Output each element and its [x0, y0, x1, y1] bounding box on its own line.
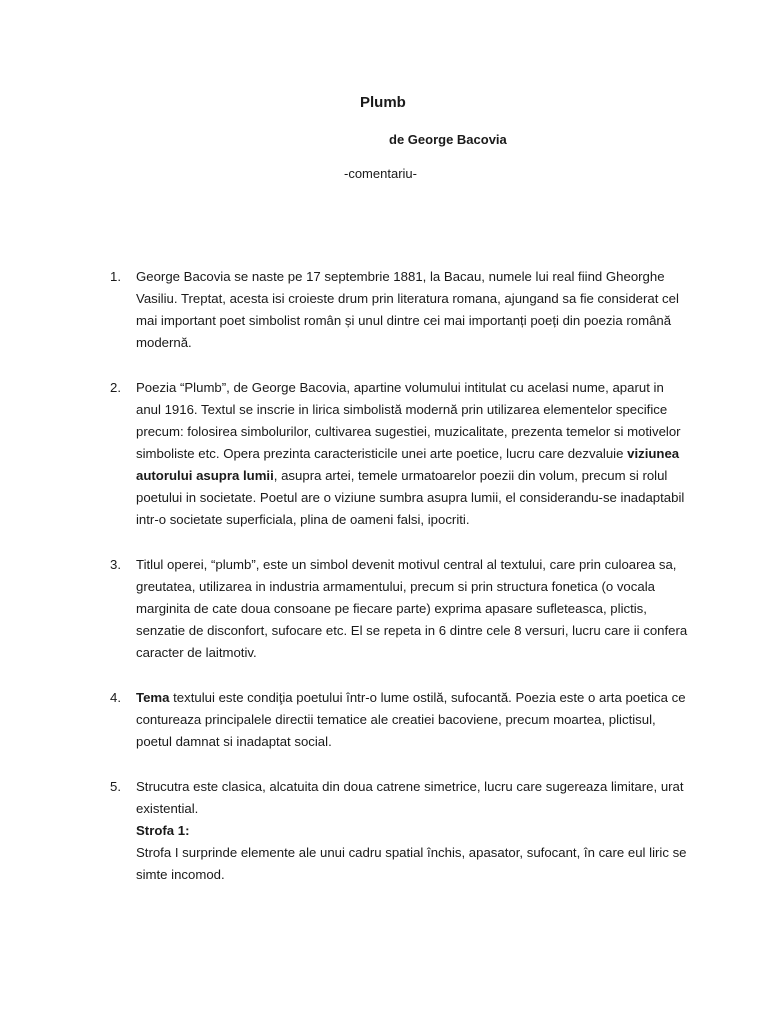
list-item [0, 554, 768, 664]
document-subtitle: -comentariu- [344, 166, 417, 181]
list-item-number: 3. [110, 557, 121, 572]
emphasis-text: Tema [136, 690, 170, 705]
paragraph-text: , asupra artei, temele urmatoarelor poezii din volum, precum si rolul poetului in societate. Poetul are o viziune sumbra asupra lumii, el considerandu-se inadaptabil intr-o societate superficiala, plina de oameni falsi, ipocriti. [136, 468, 685, 527]
strofa-heading: Strofa 1: [136, 823, 190, 838]
list-item-number: 4. [110, 690, 121, 705]
document-title: Plumb [360, 94, 406, 111]
list-item [0, 776, 768, 886]
list-item-text [136, 554, 691, 664]
list-item-text [136, 687, 691, 753]
paragraph [136, 377, 691, 531]
document-author: de George Bacovia [389, 132, 507, 147]
paragraph-text: Poezia “Plumb”, de George Bacovia, apartine volumului intitulat cu acelasi nume, aparut in anul 1916. Textul se inscrie in lirica simbolistă modernă prin utilizarea elementelor specifice precum: folosirea simbolurilor, cultivarea sugestiei, muzicalitate, prezenta temelor si motivelor simboliste etc. Opera prezinta caracteristicile unei arte poetice, lucru care dezvaluie [136, 380, 681, 461]
paragraph [136, 687, 691, 753]
list-item-text [136, 377, 691, 531]
paragraph-text: textului este condiţia poetului într-o lume ostilă, sufocantă. Poezia este o arta poetica ce contureaza principalele directii tematice ale creatiei bacoviene, precum moartea, plictisul, poetul damnat si inadaptat social. [136, 690, 686, 749]
paragraph: Strucutra este clasica, alcatuita din doua catrene simetrice, lucru care sugereaza limitare, urat existential. [136, 779, 684, 816]
list-item-text [136, 776, 691, 886]
paragraph: Strofa I surprinde elemente ale unui cadru spatial închis, apasator, sufocant, în care eul liric se simte incomod. [136, 845, 687, 882]
list-item-number: 2. [110, 380, 121, 395]
list-item-number: 5. [110, 779, 121, 794]
list-item [0, 266, 768, 354]
section-heading [136, 820, 691, 842]
list-item-text [136, 266, 691, 354]
list-item [0, 687, 768, 753]
commentary-list [0, 266, 768, 909]
list-item-number: 1. [110, 269, 121, 284]
emphasis-text: viziunea autorului asupra lumii [136, 446, 680, 483]
paragraph: George Bacovia se naste pe 17 septembrie 1881, la Bacau, numele lui real fiind Gheorghe Vasiliu. Treptat, acesta isi croieste drum prin literatura romana, ajungand sa fie considerat cel mai important poet simbolist român și unul dintre cei mai importanți poeți din poezia română modernă. [136, 269, 679, 350]
paragraph: Titlul operei, “plumb”, este un simbol devenit motivul central al textului, care prin culoarea sa, greutatea, utilizarea in industria armamentului, precum si prin structura fonetica (o vocala marginita de cate doua consoane pe fiecare parte) exprima apasare sufleteasca, plictis, senzatie de disconfort, sufocare etc. El se repeta in 6 dintre cele 8 versuri, lucru care ii confera caracter de laitmotiv. [136, 557, 688, 660]
list-item [0, 377, 768, 531]
